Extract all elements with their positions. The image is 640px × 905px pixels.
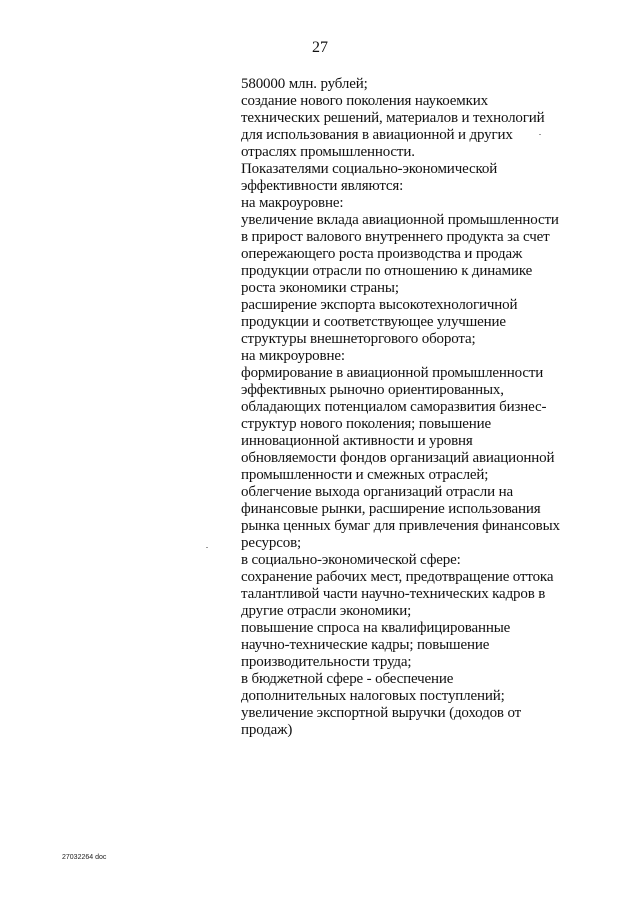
text-line: формирование в авиационной промышленности: [241, 365, 544, 381]
scan-speck: [206, 547, 208, 548]
text-line: облегчение выхода организаций отрасли на: [241, 484, 513, 500]
text-line: структуры внешнеторгового оборота;: [241, 331, 476, 347]
text-line: продаж): [241, 722, 293, 738]
text-line: для использования в авиационной и других: [241, 127, 513, 143]
text-line: роста экономики страны;: [241, 280, 399, 296]
text-line: в бюджетной сфере - обеспечение: [241, 671, 454, 687]
text-line: дополнительных налоговых поступлений;: [241, 688, 505, 704]
text-line: промышленности и смежных отраслей;: [241, 467, 489, 483]
text-line: 580000 млн. рублей;: [241, 76, 368, 92]
body-text: [241, 76, 581, 739]
text-line: другие отрасли экономики;: [241, 603, 412, 619]
text-line: эффективных рыночно ориентированных,: [241, 382, 504, 398]
text-line: обладающих потенциалом саморазвития бизнес-: [241, 399, 547, 415]
footer-filename: 27032264 doc: [62, 854, 107, 861]
text-line: научно-технические кадры; повышение: [241, 637, 490, 653]
text-line: обновляемости фондов организаций авиационной: [241, 450, 555, 466]
text-line: продукции отрасли по отношению к динамике: [241, 263, 533, 279]
text-line: сохранение рабочих мест, предотвращение оттока: [241, 569, 554, 585]
text-line: производительности труда;: [241, 654, 412, 670]
text-line: инновационной активности и уровня: [241, 433, 473, 449]
text-line: эффективности являются:: [241, 178, 404, 194]
text-line: создание нового поколения наукоемких: [241, 93, 489, 109]
text-line: на микроуровне:: [241, 348, 345, 364]
text-line: технических решений, материалов и технологий: [241, 110, 545, 126]
text-line: увеличение вклада авиационной промышленности: [241, 212, 559, 228]
scan-speck: [539, 134, 541, 135]
text-line: талантливой части научно-технических кадров в: [241, 586, 546, 602]
text-line: увеличение экспортной выручки (доходов от: [241, 705, 522, 721]
text-line: расширение экспорта высокотехнологичной: [241, 297, 518, 313]
text-line: структур нового поколения; повышение: [241, 416, 492, 432]
text-line: отраслях промышленности.: [241, 144, 415, 160]
page-number: 27: [312, 39, 328, 56]
text-line: на макроуровне:: [241, 195, 344, 211]
text-line: повышение спроса на квалифицированные: [241, 620, 511, 636]
text-line: рынка ценных бумаг для привлечения финансовых: [241, 518, 560, 534]
text-line: в социально-экономической сфере:: [241, 552, 461, 568]
text-line: ресурсов;: [241, 535, 302, 551]
text-line: опережающего роста производства и продаж: [241, 246, 523, 262]
text-line: продукции и соответствующее улучшение: [241, 314, 506, 330]
text-line: финансовые рынки, расширение использования: [241, 501, 541, 517]
text-line: Показателями социально-экономической: [241, 161, 498, 177]
text-line: в прирост валового внутреннего продукта за счет: [241, 229, 550, 245]
